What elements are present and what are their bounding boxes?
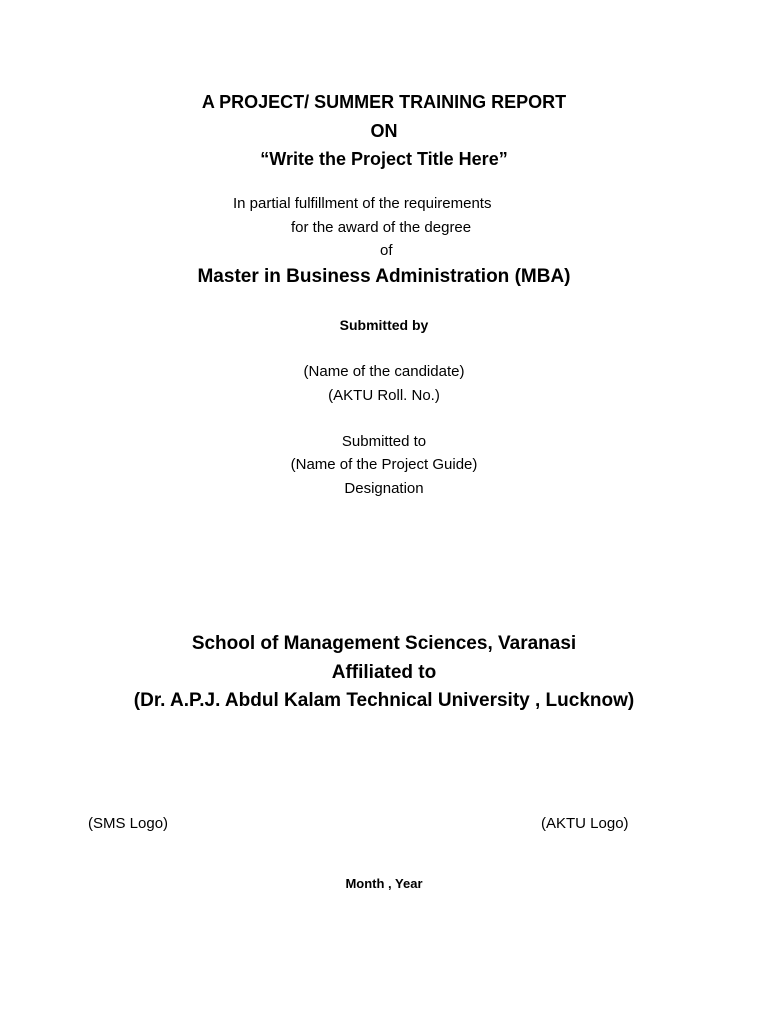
report-type-heading: A PROJECT/ SUMMER TRAINING REPORT [201, 92, 567, 112]
roll-number: (AKTU Roll. No.) [328, 387, 440, 404]
university-name: (Dr. A.P.J. Abdul Kalam Technical University , Lucknow) [133, 690, 635, 711]
school-name: School of Management Sciences, Varanasi [191, 633, 577, 654]
fulfillment-line-2: for the award of the degree [291, 219, 472, 236]
fulfillment-line-3: of [380, 242, 393, 259]
sms-logo-placeholder: (SMS Logo) [88, 815, 169, 832]
month-year: Month , Year [345, 876, 423, 891]
submitted-by-label: Submitted by [339, 317, 429, 333]
submitted-to-label: Submitted to [341, 433, 427, 450]
affiliated-to: Affiliated to [331, 662, 437, 683]
guide-designation: Designation [344, 480, 424, 497]
candidate-name: (Name of the candidate) [303, 363, 465, 380]
guide-name: (Name of the Project Guide) [290, 456, 478, 473]
degree-title: Master in Business Administration (MBA) [197, 266, 571, 287]
aktu-logo-placeholder: (AKTU Logo) [541, 815, 629, 832]
project-title: “Write the Project Title Here” [260, 149, 508, 169]
on-heading: ON [370, 121, 398, 141]
fulfillment-line-1: In partial fulfillment of the requirements [233, 195, 492, 212]
